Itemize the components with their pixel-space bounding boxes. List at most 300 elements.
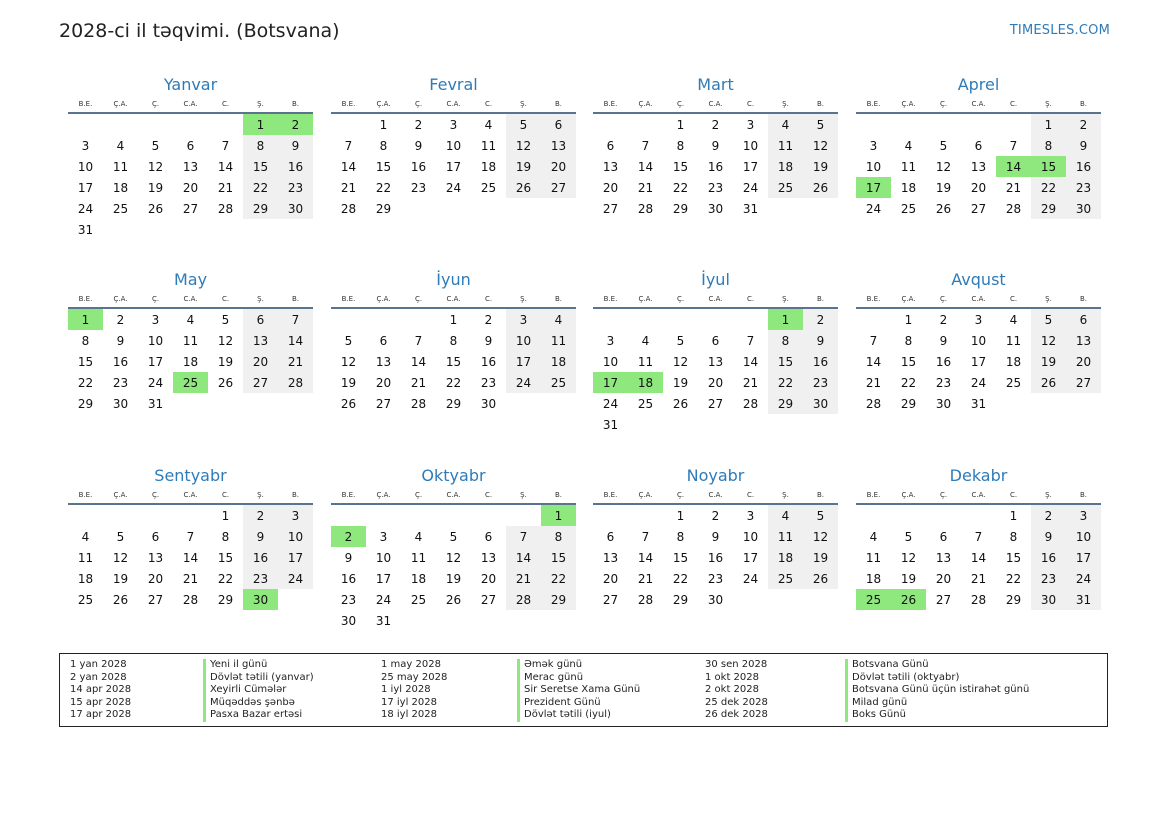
day-cell: 18 bbox=[480, 159, 497, 174]
month-name: Dekabr bbox=[949, 466, 1008, 485]
day-cell bbox=[541, 393, 576, 414]
day-cell: 6 bbox=[939, 529, 948, 544]
day-cell: 27 bbox=[375, 396, 392, 411]
day-cell: 10 bbox=[1066, 526, 1101, 547]
day-cell: 23 bbox=[112, 375, 129, 390]
day-cell: 4 bbox=[186, 312, 195, 327]
holiday-list bbox=[59, 653, 1108, 727]
day-cell: 12 bbox=[147, 159, 164, 174]
day-cell: 30 bbox=[278, 198, 313, 219]
day-cell: 26 bbox=[803, 177, 838, 198]
day-cell: 30 bbox=[480, 396, 497, 411]
day-cell bbox=[173, 113, 208, 135]
day-cell: 13 bbox=[602, 159, 619, 174]
day-cell: 27 bbox=[935, 592, 952, 607]
day-cell: 25 bbox=[768, 177, 803, 198]
day-cell bbox=[733, 589, 768, 610]
day-cell bbox=[173, 219, 208, 240]
day-cell: 15 bbox=[375, 159, 392, 174]
day-cell: 19 bbox=[506, 156, 541, 177]
day-cell: 10 bbox=[375, 550, 392, 565]
day-cell: 17 bbox=[77, 180, 94, 195]
day-cell: 25 bbox=[480, 180, 497, 195]
day-cell bbox=[663, 308, 698, 330]
weekday-header: Ç. bbox=[663, 487, 698, 504]
day-cell: 6 bbox=[606, 529, 615, 544]
day-cell: 5 bbox=[116, 529, 125, 544]
day-cell: 12 bbox=[1031, 330, 1066, 351]
day-cell: 30 bbox=[935, 396, 952, 411]
day-cell: 30 bbox=[1066, 198, 1101, 219]
day-cell: 3 bbox=[379, 529, 388, 544]
day-cell: 28 bbox=[182, 592, 199, 607]
day-cell: 28 bbox=[506, 589, 541, 610]
weekday-header: Ş. bbox=[768, 96, 803, 113]
day-cell: 25 bbox=[77, 592, 94, 607]
weekday-header: B. bbox=[1066, 291, 1101, 308]
day-cell bbox=[366, 504, 401, 526]
holiday-dates-col-2 bbox=[381, 659, 447, 722]
holiday-names-col-1 bbox=[203, 659, 314, 722]
holiday-date: 1 okt 2028 bbox=[705, 671, 759, 683]
day-cell: 4 bbox=[81, 529, 90, 544]
day-cell: 25 bbox=[112, 201, 129, 216]
day-cell bbox=[208, 219, 243, 240]
day-cell: 7 bbox=[746, 333, 755, 348]
day-cell: 8 bbox=[379, 138, 388, 153]
day-cell: 2 bbox=[243, 504, 278, 526]
day-cell: 17 bbox=[742, 550, 759, 565]
day-cell: 9 bbox=[1066, 135, 1101, 156]
day-cell: 17 bbox=[147, 354, 164, 369]
day-cell: 11 bbox=[1005, 333, 1022, 348]
day-cell: 31 bbox=[602, 417, 619, 432]
day-cell: 23 bbox=[410, 180, 427, 195]
day-cell: 14 bbox=[340, 159, 357, 174]
day-cell: 18 bbox=[77, 571, 94, 586]
day-cell: 19 bbox=[935, 180, 952, 195]
day-cell: 11 bbox=[541, 330, 576, 351]
day-cell: 19 bbox=[445, 571, 462, 586]
week-row bbox=[68, 372, 313, 393]
week-row bbox=[856, 568, 1101, 589]
day-cell: 29 bbox=[768, 393, 803, 414]
weekday-header: Ş. bbox=[243, 291, 278, 308]
day-cell: 14 bbox=[506, 547, 541, 568]
day-cell bbox=[593, 113, 628, 135]
day-cell bbox=[856, 308, 891, 330]
month-12 bbox=[856, 465, 1101, 610]
week-row bbox=[856, 113, 1101, 135]
day-cell: 2 bbox=[1031, 504, 1066, 526]
day-cell: 15 bbox=[1031, 156, 1066, 177]
day-cell bbox=[733, 414, 768, 435]
day-cell: 3 bbox=[151, 312, 160, 327]
day-cell: 10 bbox=[77, 159, 94, 174]
weekday-header: B.E. bbox=[856, 487, 891, 504]
weekday-header: Ç.A. bbox=[366, 487, 401, 504]
month-name: May bbox=[173, 270, 208, 289]
holiday-dates-col-1 bbox=[70, 659, 131, 722]
day-cell bbox=[856, 504, 891, 526]
day-cell: 12 bbox=[803, 135, 838, 156]
day-cell: 21 bbox=[970, 571, 987, 586]
day-cell bbox=[628, 113, 663, 135]
day-cell: 10 bbox=[506, 330, 541, 351]
day-cell: 21 bbox=[340, 180, 357, 195]
day-cell: 6 bbox=[186, 138, 195, 153]
week-row bbox=[331, 156, 576, 177]
day-cell bbox=[243, 219, 278, 240]
holiday-names-col-3 bbox=[845, 659, 1029, 722]
day-cell: 24 bbox=[278, 568, 313, 589]
day-cell: 7 bbox=[641, 138, 650, 153]
day-cell: 2 bbox=[711, 508, 720, 523]
day-cell: 23 bbox=[707, 180, 724, 195]
day-cell: 18 bbox=[541, 351, 576, 372]
day-cell: 6 bbox=[379, 333, 388, 348]
holiday-name: Merac günü bbox=[517, 672, 640, 685]
day-cell: 5 bbox=[803, 504, 838, 526]
month-name: Mart bbox=[697, 75, 734, 94]
weekday-header: Ç.A. bbox=[891, 487, 926, 504]
day-cell: 18 bbox=[768, 547, 803, 568]
week-row bbox=[593, 589, 838, 610]
day-cell: 3 bbox=[278, 504, 313, 526]
weekday-header: B. bbox=[541, 96, 576, 113]
day-cell: 5 bbox=[676, 333, 685, 348]
holiday-name: Xeyirli Cümələr bbox=[203, 684, 314, 697]
day-cell: 23 bbox=[803, 372, 838, 393]
day-cell: 26 bbox=[506, 177, 541, 198]
week-row bbox=[593, 526, 838, 547]
day-cell: 14 bbox=[742, 354, 759, 369]
weekday-header: C.A. bbox=[436, 291, 471, 308]
day-cell: 13 bbox=[182, 159, 199, 174]
month-8 bbox=[856, 269, 1101, 414]
month-table bbox=[331, 96, 576, 219]
day-cell: 26 bbox=[803, 568, 838, 589]
weekday-header: C. bbox=[733, 291, 768, 308]
day-cell bbox=[278, 393, 313, 414]
holiday-date: 18 iyl 2028 bbox=[381, 709, 438, 721]
day-cell: 5 bbox=[151, 138, 160, 153]
week-row bbox=[856, 547, 1101, 568]
day-cell bbox=[803, 198, 838, 219]
day-cell: 27 bbox=[707, 396, 724, 411]
day-cell bbox=[278, 219, 313, 240]
week-row bbox=[68, 547, 313, 568]
week-row bbox=[856, 504, 1101, 526]
weekday-header: C.A. bbox=[961, 487, 996, 504]
day-cell: 27 bbox=[602, 592, 619, 607]
day-cell: 27 bbox=[182, 201, 199, 216]
week-row bbox=[68, 308, 313, 330]
weekday-header: Ş. bbox=[243, 487, 278, 504]
day-cell: 13 bbox=[541, 135, 576, 156]
week-row bbox=[68, 526, 313, 547]
month-table bbox=[68, 291, 313, 414]
day-cell: 20 bbox=[182, 180, 199, 195]
day-cell: 20 bbox=[375, 375, 392, 390]
day-cell bbox=[996, 113, 1031, 135]
day-cell: 8 bbox=[676, 529, 685, 544]
day-cell bbox=[436, 504, 471, 526]
weekday-header: B. bbox=[541, 291, 576, 308]
day-cell bbox=[506, 393, 541, 414]
day-cell: 14 bbox=[865, 354, 882, 369]
day-cell: 15 bbox=[1005, 550, 1022, 565]
day-cell bbox=[331, 504, 366, 526]
week-row bbox=[331, 504, 576, 526]
day-cell: 9 bbox=[484, 333, 493, 348]
day-cell bbox=[401, 308, 436, 330]
day-cell: 4 bbox=[414, 529, 423, 544]
day-cell: 29 bbox=[445, 396, 462, 411]
month-11 bbox=[593, 465, 838, 610]
weekday-header: B.E. bbox=[68, 291, 103, 308]
day-cell: 4 bbox=[641, 333, 650, 348]
weekday-header: B.E. bbox=[68, 487, 103, 504]
day-cell: 6 bbox=[541, 113, 576, 135]
day-cell: 27 bbox=[147, 592, 164, 607]
day-cell: 6 bbox=[151, 529, 160, 544]
day-cell: 20 bbox=[541, 156, 576, 177]
day-cell: 13 bbox=[935, 550, 952, 565]
week-row bbox=[331, 393, 576, 414]
day-cell: 20 bbox=[602, 180, 619, 195]
day-cell: 5 bbox=[344, 333, 353, 348]
day-cell: 23 bbox=[340, 592, 357, 607]
day-cell: 15 bbox=[672, 550, 689, 565]
day-cell: 15 bbox=[243, 156, 278, 177]
day-cell: 25 bbox=[637, 396, 654, 411]
day-cell: 13 bbox=[1066, 330, 1101, 351]
day-cell: 23 bbox=[707, 571, 724, 586]
month-name: Aprel bbox=[957, 75, 1000, 94]
week-row bbox=[856, 330, 1101, 351]
day-cell: 4 bbox=[1009, 312, 1018, 327]
day-cell bbox=[208, 113, 243, 135]
weekday-header: C. bbox=[471, 96, 506, 113]
week-row bbox=[68, 219, 313, 240]
day-cell: 10 bbox=[865, 159, 882, 174]
day-cell: 27 bbox=[243, 372, 278, 393]
week-row bbox=[331, 308, 576, 330]
day-cell: 2 bbox=[278, 113, 313, 135]
week-row bbox=[856, 589, 1101, 610]
weekday-header: B.E. bbox=[331, 291, 366, 308]
week-row bbox=[593, 113, 838, 135]
day-cell: 12 bbox=[445, 550, 462, 565]
day-cell: 12 bbox=[506, 135, 541, 156]
weekday-header: Ç.A. bbox=[103, 96, 138, 113]
day-cell: 5 bbox=[1031, 308, 1066, 330]
day-cell: 9 bbox=[711, 529, 720, 544]
day-cell: 1 bbox=[243, 113, 278, 135]
day-cell: 13 bbox=[147, 550, 164, 565]
weekday-header: C.A. bbox=[698, 291, 733, 308]
weekday-header: B. bbox=[1066, 96, 1101, 113]
weekday-header: Ç.A. bbox=[891, 291, 926, 308]
day-cell: 4 bbox=[869, 529, 878, 544]
day-cell: 22 bbox=[217, 571, 234, 586]
month-2 bbox=[331, 74, 576, 219]
holiday-name: Botsvana Günü üçün istirahət günü bbox=[845, 684, 1029, 697]
holiday-date: 17 iyl 2028 bbox=[381, 696, 438, 708]
weekday-header: Ç. bbox=[401, 96, 436, 113]
day-cell: 14 bbox=[182, 550, 199, 565]
day-cell: 2 bbox=[1066, 113, 1101, 135]
day-cell: 10 bbox=[742, 138, 759, 153]
week-row bbox=[331, 372, 576, 393]
day-cell: 16 bbox=[243, 547, 278, 568]
week-row bbox=[593, 372, 838, 393]
day-cell: 14 bbox=[410, 354, 427, 369]
week-row bbox=[593, 135, 838, 156]
weekday-header: Ç. bbox=[401, 291, 436, 308]
holiday-date: 30 sen 2028 bbox=[705, 659, 768, 670]
day-cell: 27 bbox=[1066, 372, 1101, 393]
weekday-header: B. bbox=[803, 96, 838, 113]
weekday-header: Ş. bbox=[1031, 291, 1066, 308]
day-cell: 20 bbox=[970, 180, 987, 195]
day-cell: 3 bbox=[974, 312, 983, 327]
day-cell: 16 bbox=[410, 159, 427, 174]
weekday-header: Ç.A. bbox=[103, 291, 138, 308]
week-row bbox=[68, 198, 313, 219]
day-cell: 30 bbox=[112, 396, 129, 411]
holiday-names-col-2 bbox=[517, 659, 640, 722]
day-cell: 29 bbox=[900, 396, 917, 411]
day-cell: 21 bbox=[217, 180, 234, 195]
day-cell: 21 bbox=[506, 568, 541, 589]
day-cell: 8 bbox=[541, 526, 576, 547]
day-cell: 19 bbox=[803, 547, 838, 568]
day-cell: 30 bbox=[340, 613, 357, 628]
day-cell bbox=[471, 610, 506, 631]
day-cell: 7 bbox=[221, 138, 230, 153]
day-cell: 17 bbox=[445, 159, 462, 174]
weekday-header: Ş. bbox=[1031, 96, 1066, 113]
month-table bbox=[68, 487, 313, 610]
day-cell: 3 bbox=[506, 308, 541, 330]
weekday-header: Ç. bbox=[663, 291, 698, 308]
day-cell: 20 bbox=[147, 571, 164, 586]
day-cell: 30 bbox=[243, 589, 278, 610]
day-cell: 26 bbox=[935, 201, 952, 216]
weekday-header: Ç. bbox=[663, 96, 698, 113]
day-cell: 2 bbox=[484, 312, 493, 327]
weekday-header: C. bbox=[471, 487, 506, 504]
day-cell: 23 bbox=[1031, 568, 1066, 589]
day-cell: 31 bbox=[970, 396, 987, 411]
day-cell: 15 bbox=[445, 354, 462, 369]
day-cell: 4 bbox=[116, 138, 125, 153]
day-cell: 12 bbox=[672, 354, 689, 369]
holiday-date: 15 apr 2028 bbox=[70, 696, 132, 708]
week-row bbox=[331, 351, 576, 372]
day-cell: 26 bbox=[112, 592, 129, 607]
month-name: İyul bbox=[701, 270, 730, 289]
day-cell: 25 bbox=[410, 592, 427, 607]
weekday-header: C.A. bbox=[173, 487, 208, 504]
day-cell bbox=[103, 113, 138, 135]
week-row bbox=[68, 177, 313, 198]
weekday-header: B.E. bbox=[331, 96, 366, 113]
day-cell: 3 bbox=[1066, 504, 1101, 526]
day-cell: 29 bbox=[375, 201, 392, 216]
weekday-header: Ç.A. bbox=[366, 96, 401, 113]
day-cell: 29 bbox=[1031, 198, 1066, 219]
weekday-header: Ç.A. bbox=[366, 291, 401, 308]
day-cell: 7 bbox=[506, 526, 541, 547]
day-cell: 9 bbox=[1031, 526, 1066, 547]
day-cell: 25 bbox=[856, 589, 891, 610]
holiday-date: 2 yan 2028 bbox=[70, 671, 127, 683]
day-cell bbox=[768, 414, 803, 435]
day-cell: 11 bbox=[768, 135, 803, 156]
weekday-header: Ş. bbox=[506, 487, 541, 504]
day-cell: 22 bbox=[672, 180, 689, 195]
day-cell: 3 bbox=[449, 117, 458, 132]
day-cell: 18 bbox=[900, 180, 917, 195]
weekday-header: Ç. bbox=[138, 96, 173, 113]
day-cell: 5 bbox=[904, 529, 913, 544]
month-table bbox=[331, 291, 576, 414]
weekday-header: C.A. bbox=[698, 96, 733, 113]
month-table bbox=[68, 96, 313, 240]
weekday-header: Ç.A. bbox=[891, 96, 926, 113]
day-cell: 5 bbox=[803, 113, 838, 135]
day-cell bbox=[331, 113, 366, 135]
week-row bbox=[856, 308, 1101, 330]
day-cell: 7 bbox=[186, 529, 195, 544]
day-cell: 18 bbox=[628, 372, 663, 393]
day-cell: 22 bbox=[1005, 571, 1022, 586]
day-cell bbox=[138, 113, 173, 135]
day-cell: 6 bbox=[711, 333, 720, 348]
day-cell: 8 bbox=[81, 333, 90, 348]
day-cell bbox=[541, 610, 576, 631]
day-cell: 11 bbox=[865, 550, 882, 565]
day-cell bbox=[366, 308, 401, 330]
day-cell: 5 bbox=[506, 113, 541, 135]
day-cell: 24 bbox=[147, 375, 164, 390]
day-cell: 17 bbox=[970, 354, 987, 369]
day-cell: 18 bbox=[182, 354, 199, 369]
day-cell bbox=[768, 589, 803, 610]
day-cell bbox=[208, 393, 243, 414]
day-cell: 11 bbox=[768, 526, 803, 547]
holiday-date: 25 dek 2028 bbox=[705, 696, 768, 708]
weekday-header: Ş. bbox=[506, 96, 541, 113]
month-3 bbox=[593, 74, 838, 219]
weekday-header: Ç.A. bbox=[628, 96, 663, 113]
holiday-date: 26 dek 2028 bbox=[705, 709, 768, 721]
month-table bbox=[856, 291, 1101, 414]
brand-link[interactable]: TIMESLES.COM bbox=[1009, 23, 1110, 38]
month-name: Yanvar bbox=[163, 75, 218, 94]
holiday-date: 25 may 2028 bbox=[381, 671, 448, 683]
day-cell: 16 bbox=[112, 354, 129, 369]
day-cell: 15 bbox=[672, 159, 689, 174]
weekday-header: Ç. bbox=[138, 291, 173, 308]
day-cell bbox=[803, 589, 838, 610]
day-cell: 16 bbox=[480, 354, 497, 369]
holiday-date: 1 may 2028 bbox=[381, 659, 441, 670]
day-cell: 24 bbox=[445, 180, 462, 195]
